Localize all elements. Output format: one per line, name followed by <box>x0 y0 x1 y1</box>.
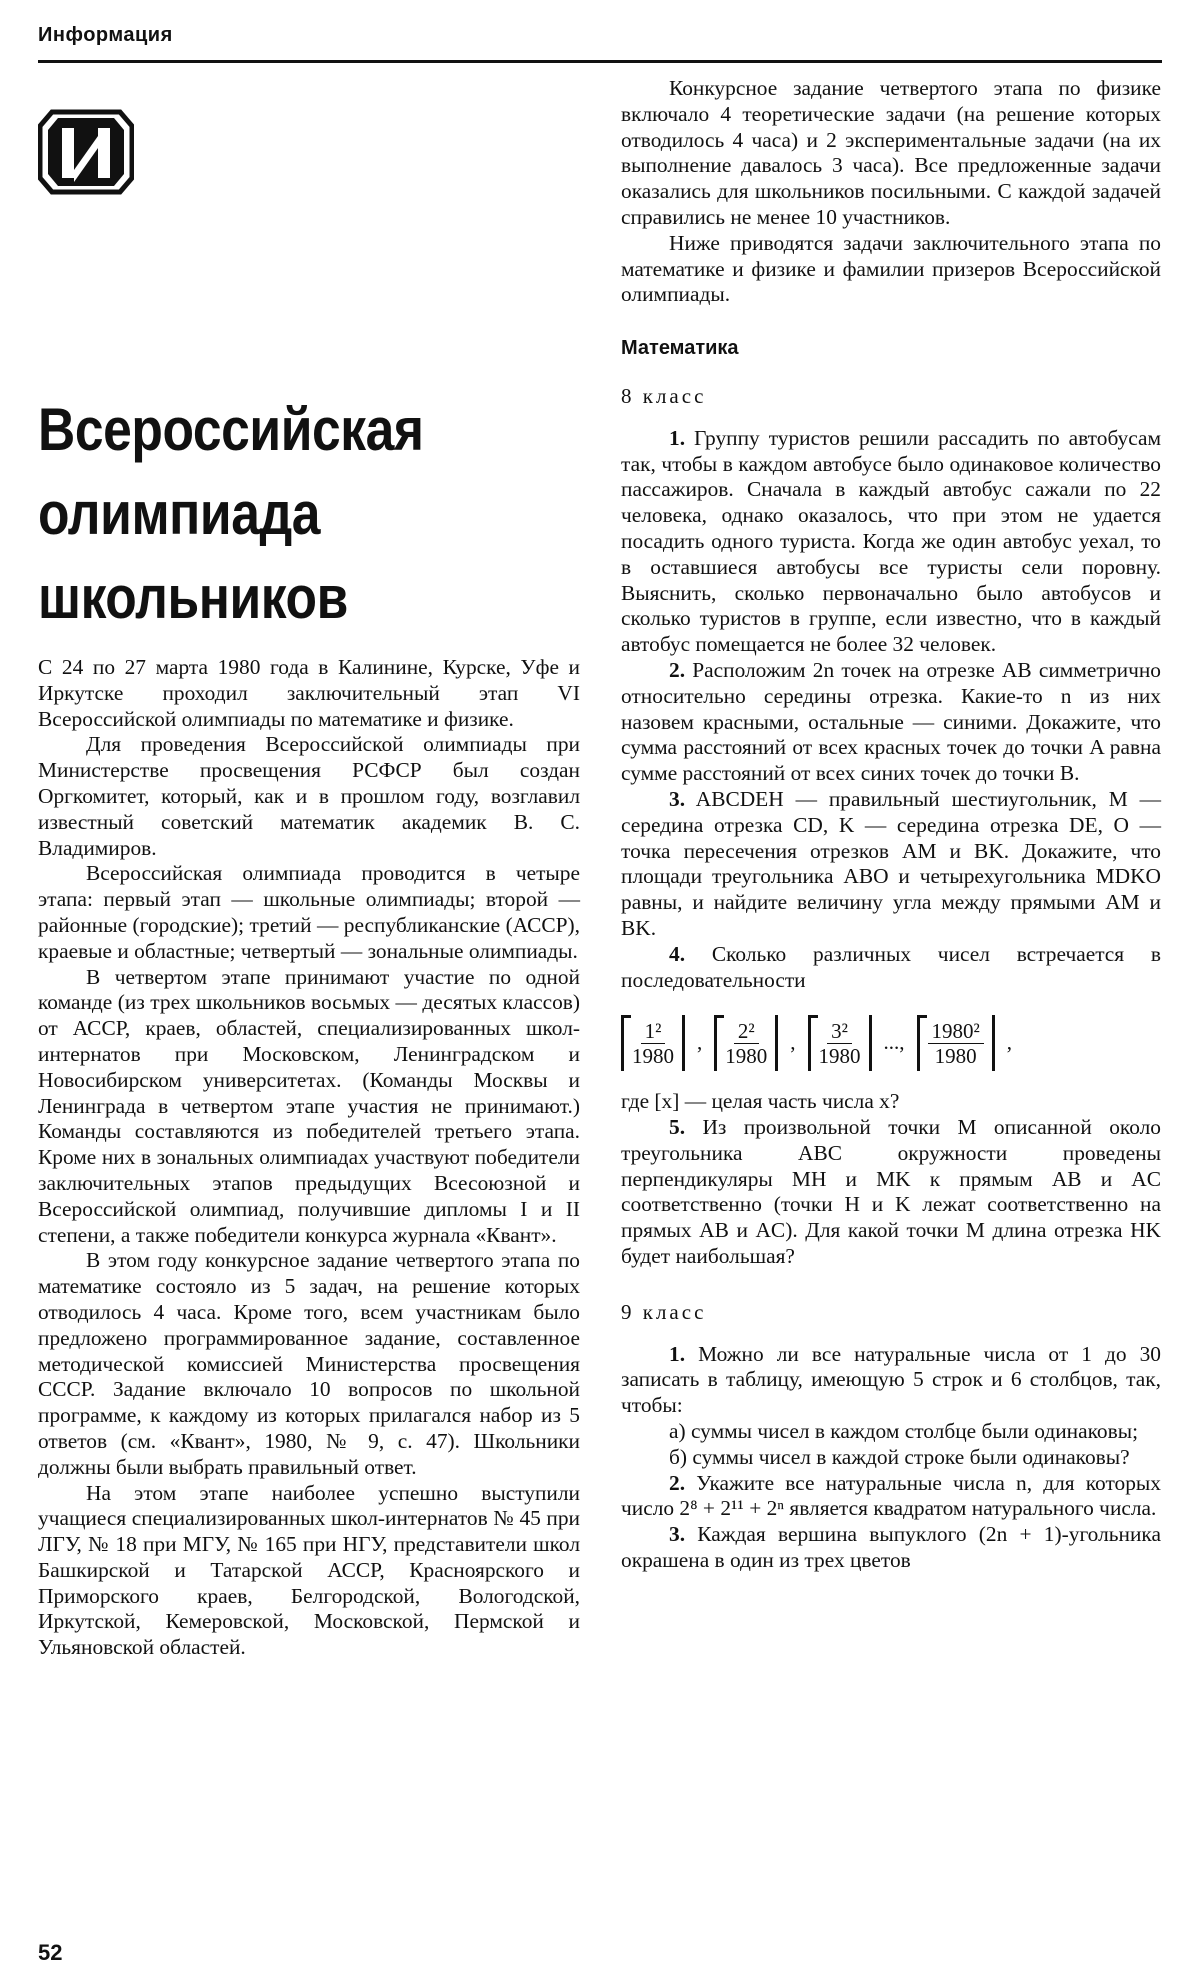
comma: , <box>1006 1030 1013 1055</box>
problem-8-5 <box>621 1115 1161 1270</box>
problem-number: 2. <box>669 1470 686 1495</box>
title-line-2: олимпиада <box>38 480 321 547</box>
article-title <box>38 388 520 640</box>
problem-9-1b: б) суммы чисел в каждой строке были одинаковы? <box>669 1444 1130 1469</box>
physics-paragraph: Ниже приводятся задачи заключительного этапа по математике и физике и фамилии призеров Всероссийской олимпиады. <box>621 230 1161 307</box>
numerator: 3² <box>827 1019 852 1044</box>
comma: , <box>697 1030 703 1055</box>
problem-number: 3. <box>669 1522 686 1547</box>
problem-text: Каждая вершина выпуклого (2n + 1)-угольника окрашена в один из трех цветов <box>621 1522 1161 1573</box>
problem-number: 1. <box>669 425 686 450</box>
problem-number: 4. <box>669 941 686 966</box>
physics-paragraph: Конкурсное задание четвертого этапа по физике включало 4 теоретические задачи (на решение которых отводилось 4 часа) и 2 экспериментальные задачи (на их выполнение давалось 3 часа). Все предложенные задачи оказались для школьников посильными. С каждой задачей справились не менее 10 участников. <box>621 76 1161 229</box>
grade-9-heading: 9 класс <box>621 1299 707 1324</box>
section-label: Информация <box>38 24 173 46</box>
intro-paragraph: Всероссийская олимпиада проводится в четыре этапа: первый этап — школьные олимпиады; второй — районные (городские); третий — республиканские (АССР), краевые и областные; четвертый — зональные олимпиады. <box>38 861 580 963</box>
page-header <box>38 22 1162 63</box>
problem-8-3 <box>621 787 1161 942</box>
grade-8-heading: 8 класс <box>621 383 707 408</box>
problem-9-2 <box>621 1471 1161 1523</box>
left-column <box>38 655 580 1661</box>
intro-paragraph: В этом году конкурсное задание четвертого этапа по математике состояло из 5 задач, на решение которых отводилось 4 часа. Кроме того, всем участникам было предложено программированное задание, составленное методической комиссией Министерства просвещения СССР. Задание включало 10 вопросов по школьной программе, к каждому из которых прилагался набор из 5 ответов (см. «Квант», 1980, № 9, с. 47). Школьники должны были выбрать правильный ответ. <box>38 1248 580 1479</box>
denominator: 1980 <box>934 1043 977 1068</box>
floor-bracket <box>714 1015 778 1071</box>
problem-8-2 <box>621 658 1161 787</box>
problem-text: Группу туристов решили рассадить по автобусам так, чтобы в каждом автобусе было одинаковое количество пассажиров. Сначала в каждый автобус сажали по 22 человека, однако оказалось, что при этом не удается посадить одного туриста. Когда же один автобус уехал, то в оставшиеся автобусы все туристы сели поровну. Выяснить, сколько первоначально было автобусов и сколько туристов в группе, если известно, что в каждый автобус помещается не более 32 человек. <box>621 425 1161 657</box>
problem-text: Расположим 2n точек на отрезке AB симметрично относительно середины отрезка. Какие-то n из них назовем красными, остальные — синими. Докажите, что сумма расстояний от всех красных точек до точки A равна сумме расстояний от всех синих точек до точки B. <box>621 657 1161 786</box>
sequence-formula <box>621 1015 1161 1071</box>
numerator: 1² <box>641 1019 666 1044</box>
intro-paragraph: С 24 по 27 марта 1980 года в Калинине, Курске, Уфе и Иркутске проходил заключительный этап VI Всероссийской олимпиады по математике и физике. <box>38 655 580 731</box>
problem-number: 1. <box>669 1341 686 1366</box>
problem-8-4 <box>621 942 1161 994</box>
floor-bracket <box>808 1015 872 1071</box>
numerator: 1980² <box>928 1019 984 1044</box>
problem-8-1 <box>621 426 1161 658</box>
intro-paragraph: На этом этапе наиболее успешно выступили учащиеся специализированных школ-интернатов № 45 при ЛГУ, № 18 при МГУ, № 165 при НГУ, представители школ Башкирской и Татарской АССР, Красноярского и Приморского краев, Белгородской, Вологодской, Иркутской, Кемеровской, Московской, Пермской и Ульяновской областей. <box>38 1480 580 1660</box>
intro-paragraph: В четвертом этапе принимают участие по одной команде (из трех школьников восьмых — десятых классов) от АССР, краев, областей, специализированных школ-интернатов при Московском, Ленинградском и Новосибирском университетах. (Команды Москвы и Ленинграда в четвертом этапе участия не принимают.) Команды составляются из победителей третьего этапа. Кроме них в зональных олимпиадах участвуют победители заключительных этапов предыдущих Всесоюзной и Всероссийской олимпиад, получившие дипломы I и II степени, а также победители конкурса журнала «Квант». <box>38 964 580 1247</box>
informatsiya-logo <box>38 104 134 200</box>
floor-bracket <box>621 1015 685 1071</box>
problem-text: Сколько различных чисел встречается в последовательности <box>621 941 1161 992</box>
problem-text: Укажите все натуральные числа n, для которых число 2⁸ + 2¹¹ + 2ⁿ является квадратом натурального числа. <box>621 1470 1161 1521</box>
problem-number: 5. <box>669 1115 686 1140</box>
ellipsis: ..., <box>883 1030 905 1055</box>
numerator: 2² <box>734 1019 759 1044</box>
problem-text: ABCDEH — правильный шестиугольник, M — середина отрезка CD, K — середина отрезка DE, O — точка пересечения отрезков AM и BK. Докажите, что площади треугольника ABO и четырехугольника MDKO равны, и найдите величину угла между прямыми AM и BK. <box>621 786 1161 940</box>
problem-9-3 <box>621 1522 1161 1574</box>
denominator: 1980 <box>818 1043 861 1068</box>
problem-8-4-cont: где [x] — целая часть числа x? <box>621 1089 900 1114</box>
problem-text: Можно ли все натуральные числа от 1 до 30 записать в таблицу, имеющую 5 строк и 6 столбцов, так, чтобы: <box>621 1341 1161 1418</box>
problem-number: 3. <box>669 786 686 811</box>
floor-bracket <box>917 1015 995 1071</box>
right-column <box>621 76 1161 1574</box>
problem-9-1a: а) суммы чисел в каждом столбце были одинаковы; <box>669 1419 1139 1444</box>
denominator: 1980 <box>632 1043 674 1068</box>
title-line-1: Всероссийская <box>38 396 424 463</box>
problem-text: Из произвольной точки M описанной около треугольника ABC окружности проведены перпендикуляры MH и MK к прямым AB и AC соответственно (точки H и K лежат соответственно на прямых AB и AC). Для какой точки M длина отрезка HK будет наибольшая? <box>621 1115 1161 1269</box>
problem-number: 2. <box>669 657 686 682</box>
section-heading-math: Математика <box>621 337 739 360</box>
page-number: 52 <box>38 1940 63 1965</box>
intro-paragraph: Для проведения Всероссийской олимпиады при Министерстве просвещения РСФСР был создан Оргкомитет, который, как и в прошлом году, возглавил известный советский математик академик В. С. Владимиров. <box>38 732 580 860</box>
denominator: 1980 <box>725 1043 768 1068</box>
title-line-3: школьников <box>38 564 348 631</box>
problem-9-1 <box>621 1342 1161 1419</box>
comma: , <box>790 1030 796 1055</box>
